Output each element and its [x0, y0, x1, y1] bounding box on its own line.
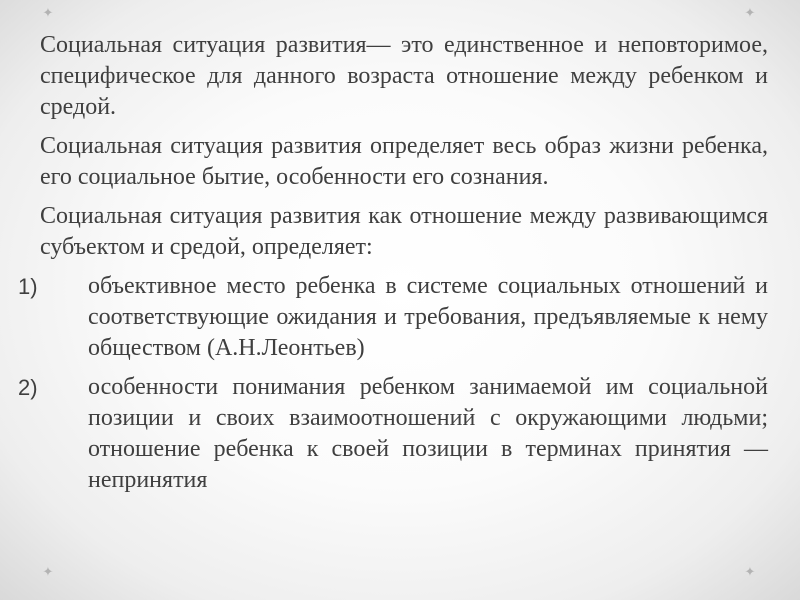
- corner-ornament-icon: ✦: [744, 6, 756, 21]
- paragraph-relation-intro: Социальная ситуация развития как отношение между развивающимся субъектом и средой, определяет:: [40, 203, 768, 260]
- list-item-text: объективное место ребенка в системе социальных отношений и соответствующие ожидания и требования, предъявляемые к нему обществом (А.Н.Леонтьев): [88, 273, 768, 361]
- corner-ornament-icon: ✦: [744, 565, 756, 580]
- paragraph-definition: Социальная ситуация развития— это единственное и неповторимое, специфическое для данного возраста отношение между ребенком и средой.: [40, 32, 768, 120]
- corner-ornament-icon: ✦: [42, 565, 54, 580]
- list-number: 1): [18, 274, 38, 299]
- corner-ornament-icon: ✦: [42, 6, 54, 21]
- slide-text-body: [18, 30, 768, 504]
- numbered-list: [18, 271, 768, 496]
- list-number: 2): [18, 375, 38, 400]
- list-item: [18, 271, 768, 364]
- list-item-text: особенности понимания ребенком занимаемой им социальной позиции и своих взаимоотношений с окружающими людьми; отношение ребенка к своей позиции в терминах принятия — непринятия: [88, 374, 768, 493]
- paragraph-determines-life: Социальная ситуация развития определяет весь образ жизни ребенка, его социальное бытие, особенности его сознания.: [40, 133, 768, 190]
- list-item: [18, 372, 768, 496]
